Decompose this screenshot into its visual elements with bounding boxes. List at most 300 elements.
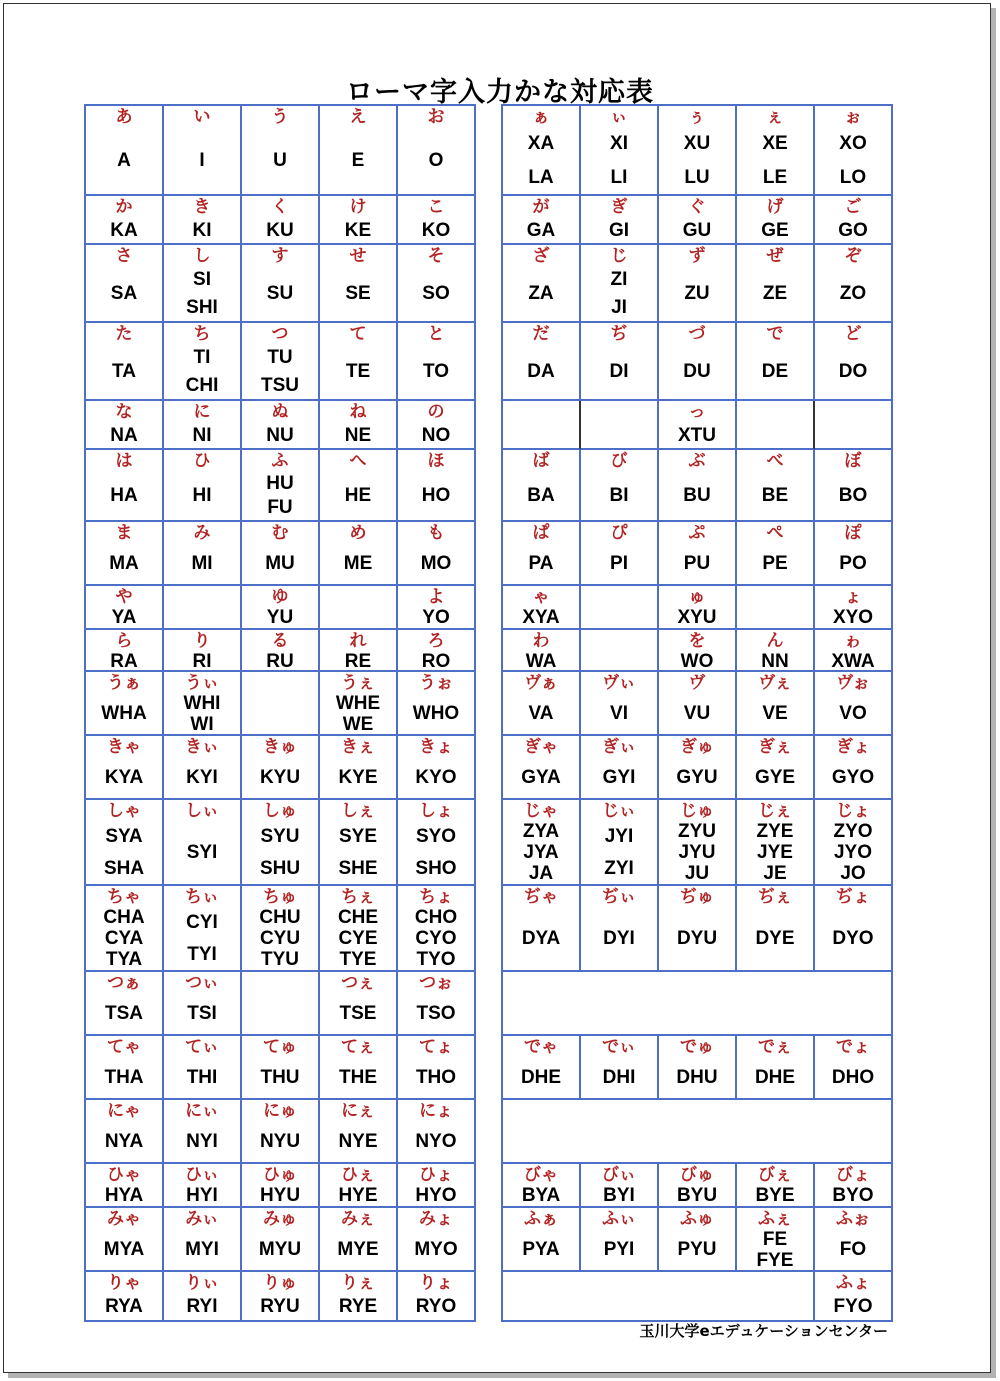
romaji-group — [398, 1057, 474, 1098]
kana-label: てゃ — [107, 1037, 141, 1057]
romaji-label: CHO — [414, 907, 458, 928]
kana-cell — [86, 672, 164, 736]
kana-label: ヴぃ — [602, 673, 636, 693]
romaji-label: XI — [610, 133, 628, 155]
romaji-group — [659, 543, 735, 584]
romaji-group — [242, 674, 318, 734]
romaji-label: CHE — [337, 907, 379, 928]
kana-label: ぎゃ — [524, 737, 558, 757]
romaji-label: JYE — [757, 842, 793, 863]
romaji-group — [86, 651, 162, 672]
kana-label: ぁ — [532, 107, 550, 127]
romaji-group — [503, 821, 579, 884]
kana-cell — [320, 1036, 398, 1100]
romaji-group — [242, 1185, 318, 1206]
kana-label: ど — [844, 324, 862, 344]
kana-label: ひゃ — [107, 1165, 141, 1185]
romaji-group — [815, 757, 891, 798]
romaji-label: WHO — [412, 703, 460, 724]
romaji-group — [581, 907, 657, 970]
kana-cell — [242, 1208, 320, 1272]
kana-cell — [581, 1036, 659, 1100]
romaji-group — [398, 266, 474, 321]
romaji-group — [320, 1229, 396, 1270]
kana-cell — [503, 323, 581, 401]
romaji-label: DHI — [602, 1067, 636, 1088]
kana-label: ひぇ — [341, 1165, 375, 1185]
romaji-label: O — [428, 150, 444, 171]
romaji-label: GI — [608, 219, 630, 241]
romaji-label: A — [117, 150, 131, 171]
kana-cell — [815, 522, 893, 586]
romaji-group — [503, 403, 579, 448]
kana-label: てぇ — [341, 1037, 375, 1057]
kana-cell — [242, 450, 320, 522]
kana-label: ふゅ — [680, 1209, 714, 1229]
kana-cell — [320, 245, 398, 323]
romaji-label: JI — [611, 296, 627, 318]
romaji-label: KO — [421, 219, 451, 241]
kana-cell — [86, 1036, 164, 1100]
romaji-label: JYA — [523, 842, 559, 863]
kana-label: わ — [532, 631, 550, 651]
romaji-label: VA — [528, 703, 554, 724]
romaji-group — [659, 907, 735, 970]
romaji-label: THA — [104, 1067, 144, 1088]
romaji-label: RU — [266, 651, 294, 672]
kana-label: め — [349, 523, 367, 543]
kana-label: ま — [115, 523, 133, 543]
romaji-group — [398, 422, 474, 448]
kana-cell — [737, 1164, 815, 1208]
romaji-label: GU — [682, 219, 712, 241]
kana-cell — [164, 972, 242, 1036]
romaji-label: NN — [761, 651, 789, 672]
romaji-group — [737, 1057, 813, 1098]
kana-cell — [320, 323, 398, 401]
romaji-group — [242, 1229, 318, 1270]
romaji-label: TE — [345, 361, 371, 382]
romaji-group — [503, 344, 579, 399]
romaji-group — [86, 422, 162, 448]
romaji-label: DHE — [754, 1067, 796, 1088]
romaji-label: RYI — [186, 1296, 218, 1317]
kana-label: ぷ — [688, 523, 706, 543]
kana-cell — [86, 450, 164, 522]
romaji-group — [320, 344, 396, 399]
romaji-label: MO — [420, 553, 452, 574]
kana-cell — [659, 800, 737, 886]
romaji-label: HYE — [338, 1185, 378, 1206]
romaji-label: BYU — [676, 1185, 718, 1206]
romaji-label: BYI — [603, 1185, 635, 1206]
romaji-label: SYI — [186, 842, 218, 863]
romaji-group — [86, 821, 162, 884]
kana-label: ちょ — [419, 887, 453, 907]
romaji-label: DYU — [676, 928, 718, 949]
romaji-label: BYA — [521, 1185, 561, 1206]
romaji-label: TYE — [339, 949, 377, 970]
kana-label: や — [115, 587, 133, 607]
kana-cell — [503, 522, 581, 586]
kana-cell — [503, 1036, 581, 1100]
romaji-group — [164, 821, 240, 884]
kana-label: じゅ — [680, 801, 714, 821]
page-title: ローマ字入力かな対応表 — [346, 77, 654, 108]
kana-cell — [320, 1164, 398, 1208]
kana-cell — [320, 450, 398, 522]
romaji-group — [503, 1229, 579, 1270]
romaji-label: PU — [683, 553, 711, 574]
kana-label: た — [115, 324, 133, 344]
kana-label: も — [427, 523, 445, 543]
kana-label: みゅ — [263, 1209, 297, 1229]
kana-cell — [815, 106, 893, 196]
kana-label: そ — [427, 246, 445, 266]
kana-label: せ — [349, 246, 367, 266]
kana-cell — [320, 401, 398, 450]
kana-cell — [398, 1164, 476, 1208]
romaji-group — [581, 217, 657, 243]
kana-label: ふ — [271, 451, 289, 471]
romaji-label: ZYO — [833, 821, 873, 842]
kana-cell — [86, 245, 164, 323]
romaji-label: TSO — [416, 1003, 456, 1024]
romaji-label: SI — [193, 269, 211, 291]
kana-cell — [320, 196, 398, 245]
romaji-group — [503, 543, 579, 584]
kana-cell — [737, 245, 815, 323]
romaji-group — [503, 693, 579, 734]
romaji-label: NYU — [259, 1131, 301, 1152]
romaji-group — [581, 693, 657, 734]
kana-cell — [242, 1272, 320, 1322]
kana-label: きゃ — [107, 737, 141, 757]
romaji-label: MYI — [185, 1239, 219, 1260]
romaji-group — [86, 217, 162, 243]
romaji-label: JO — [840, 863, 866, 884]
romaji-label: BYE — [755, 1185, 795, 1206]
romaji-label: BO — [838, 485, 868, 506]
kana-cell — [815, 1272, 893, 1322]
kana-label: でゅ — [680, 1037, 714, 1057]
romaji-label: PYU — [677, 1239, 717, 1260]
romaji-group — [86, 693, 162, 734]
kana-label: ぞ — [844, 246, 862, 266]
kana-label: ぽ — [844, 523, 862, 543]
kana-label: か — [115, 197, 133, 217]
kana-cell — [581, 450, 659, 522]
romaji-label: CYE — [338, 928, 378, 949]
romaji-label: PI — [610, 553, 628, 574]
romaji-group — [503, 217, 579, 243]
kana-cell — [815, 450, 893, 522]
romaji-group — [164, 422, 240, 448]
romaji-group — [815, 1185, 891, 1206]
romaji-group — [164, 993, 240, 1034]
romaji-group — [737, 1229, 813, 1271]
romaji-label: YO — [422, 607, 450, 628]
romaji-label: SYA — [105, 826, 143, 848]
romaji-label: GYA — [521, 767, 561, 788]
romaji-group — [86, 993, 162, 1034]
kana-cell — [242, 586, 320, 630]
romaji-group — [86, 127, 162, 194]
romaji-group — [737, 403, 813, 448]
romaji-label: RYO — [415, 1296, 457, 1317]
romaji-label: KA — [110, 219, 138, 241]
kana-cell — [242, 736, 320, 800]
kana-cell — [815, 323, 893, 401]
romaji-group — [242, 1121, 318, 1162]
kana-cell — [164, 106, 242, 196]
romaji-group — [581, 821, 657, 884]
romaji-label: GE — [761, 219, 789, 241]
kana-cell — [659, 323, 737, 401]
romaji-label: DYI — [603, 928, 635, 949]
kana-cell — [164, 522, 242, 586]
empty-cell — [581, 401, 659, 450]
romaji-label: HO — [421, 485, 451, 506]
kana-label: つぉ — [419, 973, 453, 993]
kana-label: じ — [610, 246, 628, 266]
kana-label: みぇ — [341, 1209, 375, 1229]
kana-cell — [737, 1036, 815, 1100]
romaji-group — [320, 217, 396, 243]
romaji-label: DU — [683, 361, 711, 382]
kana-cell — [86, 323, 164, 401]
romaji-label: MYO — [414, 1239, 458, 1260]
romaji-group — [86, 1185, 162, 1206]
kana-label: ひぃ — [185, 1165, 219, 1185]
romaji-group — [164, 693, 240, 735]
empty-cell — [737, 401, 815, 450]
romaji-group — [164, 907, 240, 970]
kana-label: ゅ — [688, 587, 706, 607]
kana-cell — [242, 1164, 320, 1208]
romaji-label: TSE — [339, 1003, 377, 1024]
kana-cell — [86, 972, 164, 1036]
kana-cell — [164, 1100, 242, 1164]
kana-label: きぇ — [341, 737, 375, 757]
romaji-label: THU — [260, 1067, 300, 1088]
kana-cell — [86, 586, 164, 630]
kana-label: み — [193, 523, 211, 543]
kana-label: っ — [688, 402, 706, 422]
kana-label: うぇ — [341, 673, 375, 693]
kana-label: ちぃ — [185, 887, 219, 907]
romaji-group — [398, 651, 474, 672]
kana-cell — [242, 106, 320, 196]
kana-label: しゃ — [107, 801, 141, 821]
romaji-group — [581, 344, 657, 399]
romaji-label: BA — [527, 485, 555, 506]
romaji-label: RYA — [105, 1296, 143, 1317]
romaji-label: I — [199, 150, 205, 171]
romaji-label: DHE — [520, 1067, 562, 1088]
empty-cell — [164, 586, 242, 630]
romaji-group — [164, 1185, 240, 1206]
kana-cell — [737, 630, 815, 672]
kana-label: ん — [766, 631, 784, 651]
romaji-label: LO — [839, 166, 867, 188]
romaji-group — [242, 1293, 318, 1320]
romaji-group — [659, 422, 735, 448]
romaji-group — [659, 607, 735, 628]
kana-label: ぐ — [688, 197, 706, 217]
kana-label: よ — [427, 587, 445, 607]
romaji-label: NYE — [338, 1131, 378, 1152]
kana-label: ちゅ — [263, 887, 297, 907]
kana-label: ヴぇ — [758, 673, 792, 693]
romaji-group — [737, 821, 813, 884]
romaji-label: JE — [763, 863, 787, 884]
kana-cell — [581, 800, 659, 886]
kana-cell — [398, 800, 476, 886]
romaji-label: TSA — [105, 1003, 143, 1024]
kana-label: しぇ — [341, 801, 375, 821]
kana-cell — [503, 450, 581, 522]
romaji-label: PYA — [522, 1239, 560, 1260]
kana-cell — [815, 630, 893, 672]
romaji-label: U — [273, 150, 287, 171]
kana-cell — [815, 736, 893, 800]
romaji-label: E — [351, 150, 365, 171]
romaji-group — [242, 127, 318, 194]
kana-cell — [398, 1100, 476, 1164]
kana-cell — [86, 522, 164, 586]
kana-cell — [320, 630, 398, 672]
kana-label: ちぇ — [341, 887, 375, 907]
kana-cell — [659, 1208, 737, 1272]
kana-label: ひょ — [419, 1165, 453, 1185]
kana-label: ぬ — [271, 402, 289, 422]
kana-label: ゃ — [532, 587, 550, 607]
romaji-group — [242, 907, 318, 970]
kana-label: ゆ — [271, 587, 289, 607]
kana-cell — [164, 1272, 242, 1322]
kana-cell — [815, 1208, 893, 1272]
kana-label: ぢょ — [836, 887, 870, 907]
kana-cell — [242, 800, 320, 886]
romaji-group — [815, 607, 891, 628]
kana-cell — [242, 886, 320, 972]
kana-cell — [737, 1208, 815, 1272]
kana-label: しぃ — [185, 801, 219, 821]
romaji-label: DI — [609, 361, 629, 382]
romaji-label: BU — [683, 485, 711, 506]
kana-label: りょ — [419, 1273, 453, 1293]
kana-cell — [737, 886, 815, 972]
romaji-label: SYU — [260, 826, 300, 848]
romaji-group — [86, 607, 162, 628]
romaji-label: TU — [267, 347, 293, 369]
romaji-label: NO — [421, 424, 451, 446]
romaji-group — [659, 1057, 735, 1098]
kana-cell — [242, 522, 320, 586]
kana-label: ゎ — [844, 631, 862, 651]
kana-cell — [503, 672, 581, 736]
romaji-label: WO — [680, 651, 714, 672]
kana-label: にゃ — [107, 1101, 141, 1121]
kana-cell — [581, 522, 659, 586]
romaji-label: GYU — [676, 767, 718, 788]
kana-label: じょ — [836, 801, 870, 821]
romaji-group — [581, 403, 657, 448]
kana-cell — [581, 672, 659, 736]
romaji-label: TI — [193, 347, 211, 369]
kana-cell — [815, 672, 893, 736]
romaji-group — [659, 821, 735, 884]
kana-cell — [398, 886, 476, 972]
romaji-label: YU — [266, 607, 294, 628]
romaji-label: NYI — [186, 1131, 218, 1152]
kana-cell — [581, 1208, 659, 1272]
kana-label: じぇ — [758, 801, 792, 821]
romaji-group — [320, 821, 396, 884]
romaji-label: WA — [525, 651, 557, 672]
kana-label: れ — [349, 631, 367, 651]
romaji-label: ZA — [528, 283, 554, 304]
kana-cell — [164, 401, 242, 450]
romaji-label: JU — [684, 863, 710, 884]
romaji-label: TSI — [187, 1003, 217, 1024]
romaji-group — [815, 1057, 891, 1098]
kana-label: りぃ — [185, 1273, 219, 1293]
romaji-group — [503, 1057, 579, 1098]
romaji-label: NYO — [415, 1131, 457, 1152]
romaji-group — [659, 693, 735, 734]
kana-label: ぎょ — [836, 737, 870, 757]
romaji-label: HE — [344, 485, 372, 506]
kana-label: す — [271, 246, 289, 266]
romaji-label: ZYA — [522, 821, 560, 842]
romaji-group — [242, 651, 318, 672]
kana-label: つ — [271, 324, 289, 344]
kana-cell — [503, 1208, 581, 1272]
romaji-group — [659, 127, 735, 194]
kana-cell — [815, 886, 893, 972]
romaji-label: HYU — [259, 1185, 301, 1206]
empty-cell — [581, 586, 659, 630]
kana-label: つぇ — [341, 973, 375, 993]
kana-cell — [398, 1036, 476, 1100]
merged-empty-cell — [503, 972, 893, 1036]
romaji-group — [737, 907, 813, 970]
kana-label: あ — [115, 107, 133, 127]
romaji-group — [320, 757, 396, 798]
kana-label: ご — [844, 197, 862, 217]
romaji-label: DO — [838, 361, 868, 382]
kana-cell — [164, 196, 242, 245]
kana-cell — [320, 1208, 398, 1272]
kana-label: お — [427, 107, 445, 127]
romaji-label: SO — [422, 283, 450, 304]
kana-label: みゃ — [107, 1209, 141, 1229]
romaji-label: XWA — [831, 651, 875, 672]
romaji-group — [320, 588, 396, 628]
romaji-group — [398, 471, 474, 520]
romaji-group — [398, 543, 474, 584]
romaji-label: DYO — [832, 928, 874, 949]
romaji-label: RYE — [338, 1296, 378, 1317]
kana-cell — [398, 630, 476, 672]
kana-cell — [659, 672, 737, 736]
romaji-label: RA — [110, 651, 138, 672]
kana-cell — [659, 196, 737, 245]
romaji-label: TSU — [261, 374, 299, 396]
romaji-label: RE — [344, 651, 372, 672]
